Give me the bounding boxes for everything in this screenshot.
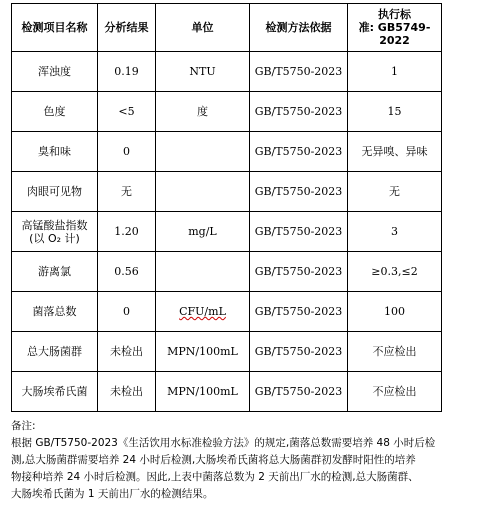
row-item: 臭和味 (12, 132, 98, 172)
row-method: GB/T5750-2023 (250, 212, 348, 252)
row-standard: 不应检出 (348, 372, 442, 412)
row-result: 0.56 (98, 252, 156, 292)
row-unit (156, 252, 250, 292)
header-method: 检测方法依据 (250, 4, 348, 52)
row-standard: 无异嗅、异味 (348, 132, 442, 172)
notes-title: 备注: (11, 420, 36, 432)
row-item: 肉眼可见物 (12, 172, 98, 212)
row-item: 大肠埃希氏菌 (12, 372, 98, 412)
table-row (12, 212, 442, 252)
table-row (12, 132, 442, 172)
row-result: 0 (98, 132, 156, 172)
row-standard: 3 (348, 212, 442, 252)
row-result: 未检出 (98, 372, 156, 412)
row-method: GB/T5750-2023 (250, 52, 348, 92)
row-unit (156, 292, 250, 332)
header-standard-line1: 执行标 (378, 8, 411, 21)
row-item: 浑浊度 (12, 52, 98, 92)
row-result: 1.20 (98, 212, 156, 252)
notes-line: 物接种培养 24 小时后检测。因此,上表中菌落总数为 2 天前出厂水的检测,总大肠菌群、 (11, 471, 419, 483)
row-result: <5 (98, 92, 156, 132)
row-method: GB/T5750-2023 (250, 372, 348, 412)
table-row (12, 172, 442, 212)
row-unit: NTU (156, 52, 250, 92)
notes-line: 测,总大肠菌群需要培养 24 小时后检测,大肠埃希氏菌将总大肠菌群初发酵时阳性的培养 (11, 454, 416, 466)
table-row (12, 252, 442, 292)
table-row (12, 92, 442, 132)
row-method: GB/T5750-2023 (250, 132, 348, 172)
row-method: GB/T5750-2023 (250, 292, 348, 332)
row-standard: ≥0.3,≤2 (348, 252, 442, 292)
table-row (12, 372, 442, 412)
row-unit-text: CFU/mL (179, 305, 226, 318)
notes-line: 大肠埃希氏菌为 1 天前出厂水的检测结果。 (11, 488, 214, 500)
row-unit: MPN/100mL (156, 372, 250, 412)
notes-line: 根据 GB/T5750-2023《生活饮用水标准检验方法》的规定,菌落总数需要培养 48 小时后检 (11, 437, 436, 449)
row-unit (156, 172, 250, 212)
row-item: 游离氯 (12, 252, 98, 292)
water-quality-table (11, 3, 442, 412)
row-result: 0 (98, 292, 156, 332)
row-item (12, 212, 98, 252)
table-row (12, 332, 442, 372)
header-standard-line2: 准: GB5749-2022 (358, 21, 431, 47)
table-header-row (12, 4, 442, 52)
row-unit (156, 132, 250, 172)
row-result: 未检出 (98, 332, 156, 372)
row-standard: 100 (348, 292, 442, 332)
row-standard: 无 (348, 172, 442, 212)
table-row (12, 292, 442, 332)
row-item: 总大肠菌群 (12, 332, 98, 372)
row-result: 无 (98, 172, 156, 212)
row-standard: 1 (348, 52, 442, 92)
notes-section (11, 418, 471, 503)
row-item-line1: 高锰酸盐指数 (21, 218, 88, 232)
row-item-line2: (以 O₂ 计) (29, 231, 80, 245)
row-item: 色度 (12, 92, 98, 132)
header-standard (348, 4, 442, 52)
row-item: 菌落总数 (12, 292, 98, 332)
row-method: GB/T5750-2023 (250, 332, 348, 372)
row-unit: MPN/100mL (156, 332, 250, 372)
header-unit: 单位 (156, 4, 250, 52)
row-result: 0.19 (98, 52, 156, 92)
row-method: GB/T5750-2023 (250, 92, 348, 132)
header-result: 分析结果 (98, 4, 156, 52)
row-method: GB/T5750-2023 (250, 172, 348, 212)
row-unit: 度 (156, 92, 250, 132)
row-method: GB/T5750-2023 (250, 252, 348, 292)
table-row (12, 52, 442, 92)
row-standard: 15 (348, 92, 442, 132)
header-item: 检测项目名称 (12, 4, 98, 52)
row-standard: 不应检出 (348, 332, 442, 372)
row-unit: mg/L (156, 212, 250, 252)
